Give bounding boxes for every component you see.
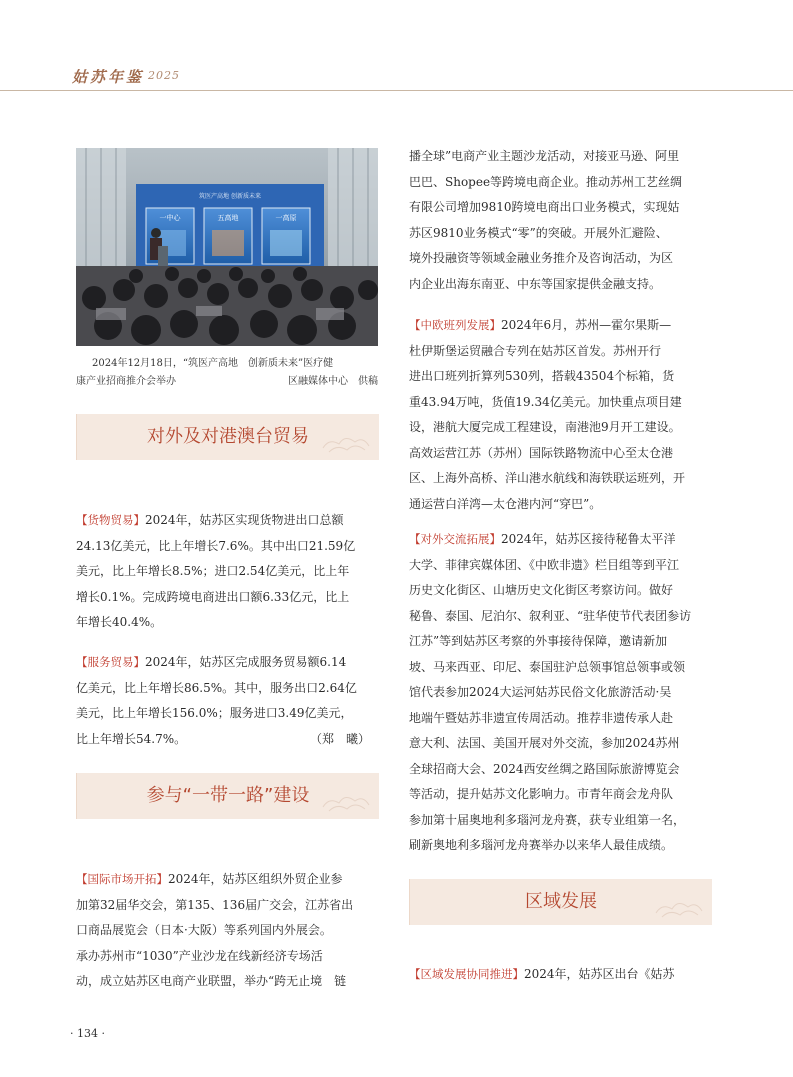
exchange-line-5: 江苏”等到姑苏区考察的外事接待保障，邀请新加 — [409, 634, 668, 648]
intl-line-4: 承办苏州市“1030”产业沙龙在线新经济专场活 — [76, 948, 323, 963]
caption-line-1: 2024年12月18日，“筑医产高地 创新质未来”医疗健 — [92, 358, 334, 369]
china-europe-rail-paragraph — [409, 313, 711, 517]
rail-line-2: 杜伊斯堡运贸融合专列在姑苏区首发。苏州开行 — [409, 343, 662, 358]
intl-line-5: 动，成立姑苏区电商产业联盟，举办“跨无止境 链 — [76, 974, 347, 988]
yearbook-year: 2025 — [148, 69, 180, 82]
intl-line-3: 口商品展览会（日本·大阪）等系列国内外展会。 — [76, 923, 332, 937]
goods-line-4: 增长0.1%。完成跨境电商进出口额6.33亿元，比上 — [76, 589, 350, 604]
right-top-line-3: 有限公司增加9810跨境电商出口业务模式，实现姑 — [409, 200, 680, 214]
caption-credit: 区融媒体中心 供稿 — [288, 376, 378, 387]
service-trade-tag: 【服务贸易】 — [76, 655, 145, 669]
service-line-3: 美元，比上年增长156.0%；服务进口3.49亿美元， — [76, 706, 353, 720]
intl-line-1: 【国际市场开拓】2024年，姑苏区组织外贸企业参 — [76, 872, 343, 886]
caption-event: 康产业招商推介会举办 — [76, 376, 176, 387]
section-banner-regional — [409, 879, 712, 925]
exchange-tag: 【对外交流拓展】 — [409, 532, 501, 546]
event-photo-illustration — [76, 148, 378, 346]
rail-line-6: 高效运营江苏（苏州）国际铁路物流中心至太仓港 — [409, 445, 674, 460]
photo-caption — [76, 355, 378, 391]
page-number: · 134 · — [70, 1027, 105, 1040]
right-top-line-1: 播全球”电商产业主题沙龙活动，对接亚马逊、阿里 — [409, 149, 680, 163]
page-header — [0, 0, 793, 92]
right-top-line-4: 苏区9810业务模式“零”的突破。开展外汇避险、 — [409, 225, 668, 240]
goods-line-1: 【货物贸易】2024年，姑苏区实现货物进出口总额 — [76, 513, 344, 527]
china-europe-tag: 【中欧班列发展】 — [409, 318, 501, 332]
right-top-line-6: 内企业出海东南亚、中东等国家提供金融支持。 — [409, 276, 662, 291]
section-banner-belt-road — [76, 773, 379, 819]
screen-text-3: 一高原 — [275, 214, 297, 222]
section-title-regional: 区域发展 — [525, 891, 597, 912]
right-top-line-2: 巴巴、Shopee等跨境电商企业。推动苏州工艺丝绸 — [409, 174, 683, 189]
exchange-line-9: 意大利、法国、美国开展对外交流，参加2024苏州 — [409, 736, 680, 750]
exchange-line-4: 秘鲁、泰国、尼泊尔、叙利亚、“驻华使节代表团参访 — [409, 608, 692, 623]
header-rule — [0, 90, 793, 91]
goods-line-2: 24.13亿美元，比上年增长7.6%。其中出口21.59亿 — [76, 538, 356, 553]
service-trade-paragraph — [76, 650, 378, 752]
right-top-line-5: 境外投融资等领域金融业务推介及咨询活动，为区 — [409, 251, 674, 265]
event-photo — [76, 148, 378, 346]
ecommerce-continued-paragraph — [409, 144, 711, 297]
rail-line-8: 通运营白洋湾—太仓港内河“穿巴”。 — [409, 496, 602, 511]
exchange-line-8: 地端午暨姑苏非遗宣传周活动。推荐非遗传承人赴 — [409, 710, 674, 725]
section-title-belt-road: 参与“一带一路”建设 — [146, 785, 310, 806]
cloud-ornament-icon — [319, 779, 373, 813]
regional-development-paragraph — [409, 962, 711, 988]
intl-market-tag: 【国际市场开拓】 — [76, 872, 168, 886]
exchange-line-11: 等活动，提升姑苏文化影响力。市青年商会龙舟队 — [409, 787, 674, 801]
foreign-exchange-paragraph — [409, 527, 711, 859]
service-line-2: 亿美元，比上年增长86.5%。其中，服务出口2.64亿 — [76, 680, 357, 695]
goods-trade-tag: 【货物贸易】 — [76, 513, 145, 527]
rail-line-4: 重43.94万吨，货值19.34亿美元。加快重点项目建 — [409, 394, 682, 409]
cloud-ornament-icon — [319, 420, 373, 454]
intl-line-2: 加第32届华交会，第135、136届广交会，江苏省出 — [76, 897, 354, 912]
regional-tag: 【区域发展协同推进】 — [409, 967, 524, 981]
section-title-trade: 对外及对港澳台贸易 — [147, 426, 309, 447]
exchange-line-12: 参加第十届奥地利多瑙河龙舟赛，获专业组第一名， — [409, 812, 686, 827]
stage-banner-text: 筑医产高地 创新质未来 — [199, 193, 261, 200]
intl-market-paragraph — [76, 867, 378, 995]
exchange-line-13: 刷新奥地利多瑙河龙舟赛举办以来华人最佳成绩。 — [409, 838, 674, 852]
goods-trade-paragraph — [76, 508, 378, 636]
goods-line-5: 年增长40.4%。 — [76, 615, 163, 629]
exchange-line-10: 全球招商大会、2024西安丝绸之路国际旅游博览会 — [409, 761, 680, 776]
rail-line-5: 设，港航大厦完成工程建设，南港池9月开工建设。 — [409, 420, 681, 434]
exchange-line-2: 大学、菲律宾媒体团、《中欧非遗》栏目组等到平江 — [409, 557, 680, 572]
cloud-ornament-icon — [652, 885, 706, 919]
section-banner-trade — [76, 414, 379, 460]
rail-line-3: 进出口班列折算列530列，搭载43504个标箱，货 — [409, 369, 675, 383]
caption-line-2 — [76, 373, 378, 391]
exchange-line-1: 【对外交流拓展】2024年，姑苏区接待秘鲁太平洋 — [409, 532, 676, 546]
exchange-line-7: 馆代表参加2024大运河姑苏民俗文化旅游活动·吴 — [409, 685, 672, 699]
goods-line-3: 美元，比上年增长8.5%；进口2.54亿美元，比上年 — [76, 564, 350, 578]
rail-line-7: 区、上海外高桥、洋山港水航线和海铁联运班列，开 — [409, 471, 686, 485]
exchange-line-6: 坡、马来西亚、印尼、泰国驻沪总领事馆总领事或领 — [409, 659, 686, 674]
yearbook-brand: 姑苏年鉴 — [72, 68, 145, 86]
exchange-line-3: 历史文化街区、山塘历史文化街区考察访问。做好 — [409, 583, 674, 597]
regional-line-1: 【区域发展协同推进】2024年，姑苏区出台《姑苏 — [409, 967, 675, 981]
author-credit: （郑 曦） — [309, 731, 370, 746]
service-line-1: 【服务贸易】2024年，姑苏区完成服务贸易额6.14 — [76, 655, 347, 669]
screen-text-1: 一中心 — [159, 214, 181, 222]
rail-line-1: 【中欧班列发展】2024年6月，苏州—霍尔果斯— — [409, 318, 672, 332]
service-line-4: 比上年增长54.7%。 （郑 曦） — [76, 727, 378, 753]
screen-text-2: 五高地 — [217, 214, 239, 222]
